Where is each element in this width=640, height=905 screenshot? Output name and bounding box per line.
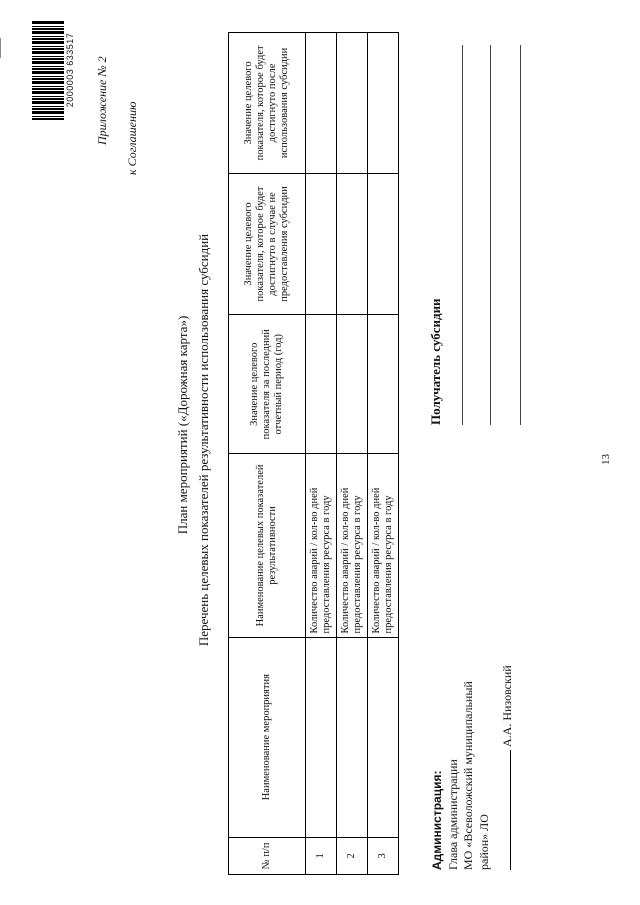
row-event — [306, 637, 337, 837]
row-without-subsidy — [368, 173, 399, 314]
row-without-subsidy — [306, 173, 337, 314]
table-row — [306, 33, 337, 875]
row-last-period — [368, 315, 399, 454]
recipient-signature-line — [520, 45, 521, 425]
admin-block — [430, 600, 492, 870]
document-subtitle: Перечень целевых показателей результативности использования субсидий — [196, 233, 211, 647]
row-after-subsidy — [306, 33, 337, 174]
header-indicator: Наименование целевых показателей результативности — [229, 454, 306, 637]
header-without-subsidy: Значение целевого показателя, которое будет достигнуто в случае не предоставления субсидии — [229, 173, 306, 314]
page-number: 13 — [600, 454, 612, 465]
admin-heading: Администрация: — [430, 770, 444, 870]
header-event: Наименование мероприятия — [229, 637, 306, 837]
row-indicator: Количество аварий / кол-во дней предоставления ресурса в году — [368, 454, 399, 637]
barcode — [32, 20, 76, 120]
row-event — [368, 637, 399, 837]
row-last-period — [306, 315, 337, 454]
row-indicator: Количество аварий / кол-во дней предоставления ресурса в году — [306, 454, 337, 637]
admin-organization-cont: район» ЛО — [476, 814, 491, 870]
barcode-number: 2000003 633517 — [65, 32, 75, 108]
row-after-subsidy — [368, 33, 399, 174]
row-num: 2 — [337, 837, 368, 874]
appendix-label: Приложение № 2 — [95, 56, 109, 145]
recipient-heading: Получатель субсидии — [428, 298, 443, 425]
admin-signer-name: А.А. Низовский — [500, 665, 514, 747]
barcode-bars — [32, 20, 64, 120]
admin-position: Глава администрации — [445, 759, 460, 870]
table-header-row — [229, 33, 306, 875]
row-indicator: Количество аварий / кол-во дней предоставления ресурса в году — [337, 454, 368, 637]
table-row — [368, 33, 399, 875]
document-title: План мероприятий («Дорожная карта») — [175, 315, 190, 535]
agreement-label: к Соглашению — [125, 101, 139, 175]
row-num: 1 — [306, 837, 337, 874]
row-num: 3 — [368, 837, 399, 874]
recipient-signature-line — [490, 45, 491, 425]
admin-signature — [500, 590, 515, 870]
table-row — [337, 33, 368, 875]
row-after-subsidy — [337, 33, 368, 174]
row-last-period — [337, 315, 368, 454]
admin-organization: МО «Всеволожский муниципальный — [461, 681, 476, 870]
header-last-period: Значение целевого показателя за последний отчетный период (год) — [229, 315, 306, 454]
row-without-subsidy — [337, 173, 368, 314]
header-after-subsidy: Значение целевого показателя, которое будет достигнуто после использования субсидии — [229, 33, 306, 174]
admin-signature-line — [510, 750, 511, 870]
row-event — [337, 637, 368, 837]
indicators-table — [228, 32, 399, 875]
header-num: № п/п — [229, 837, 306, 874]
recipient-signature-line — [462, 45, 463, 425]
